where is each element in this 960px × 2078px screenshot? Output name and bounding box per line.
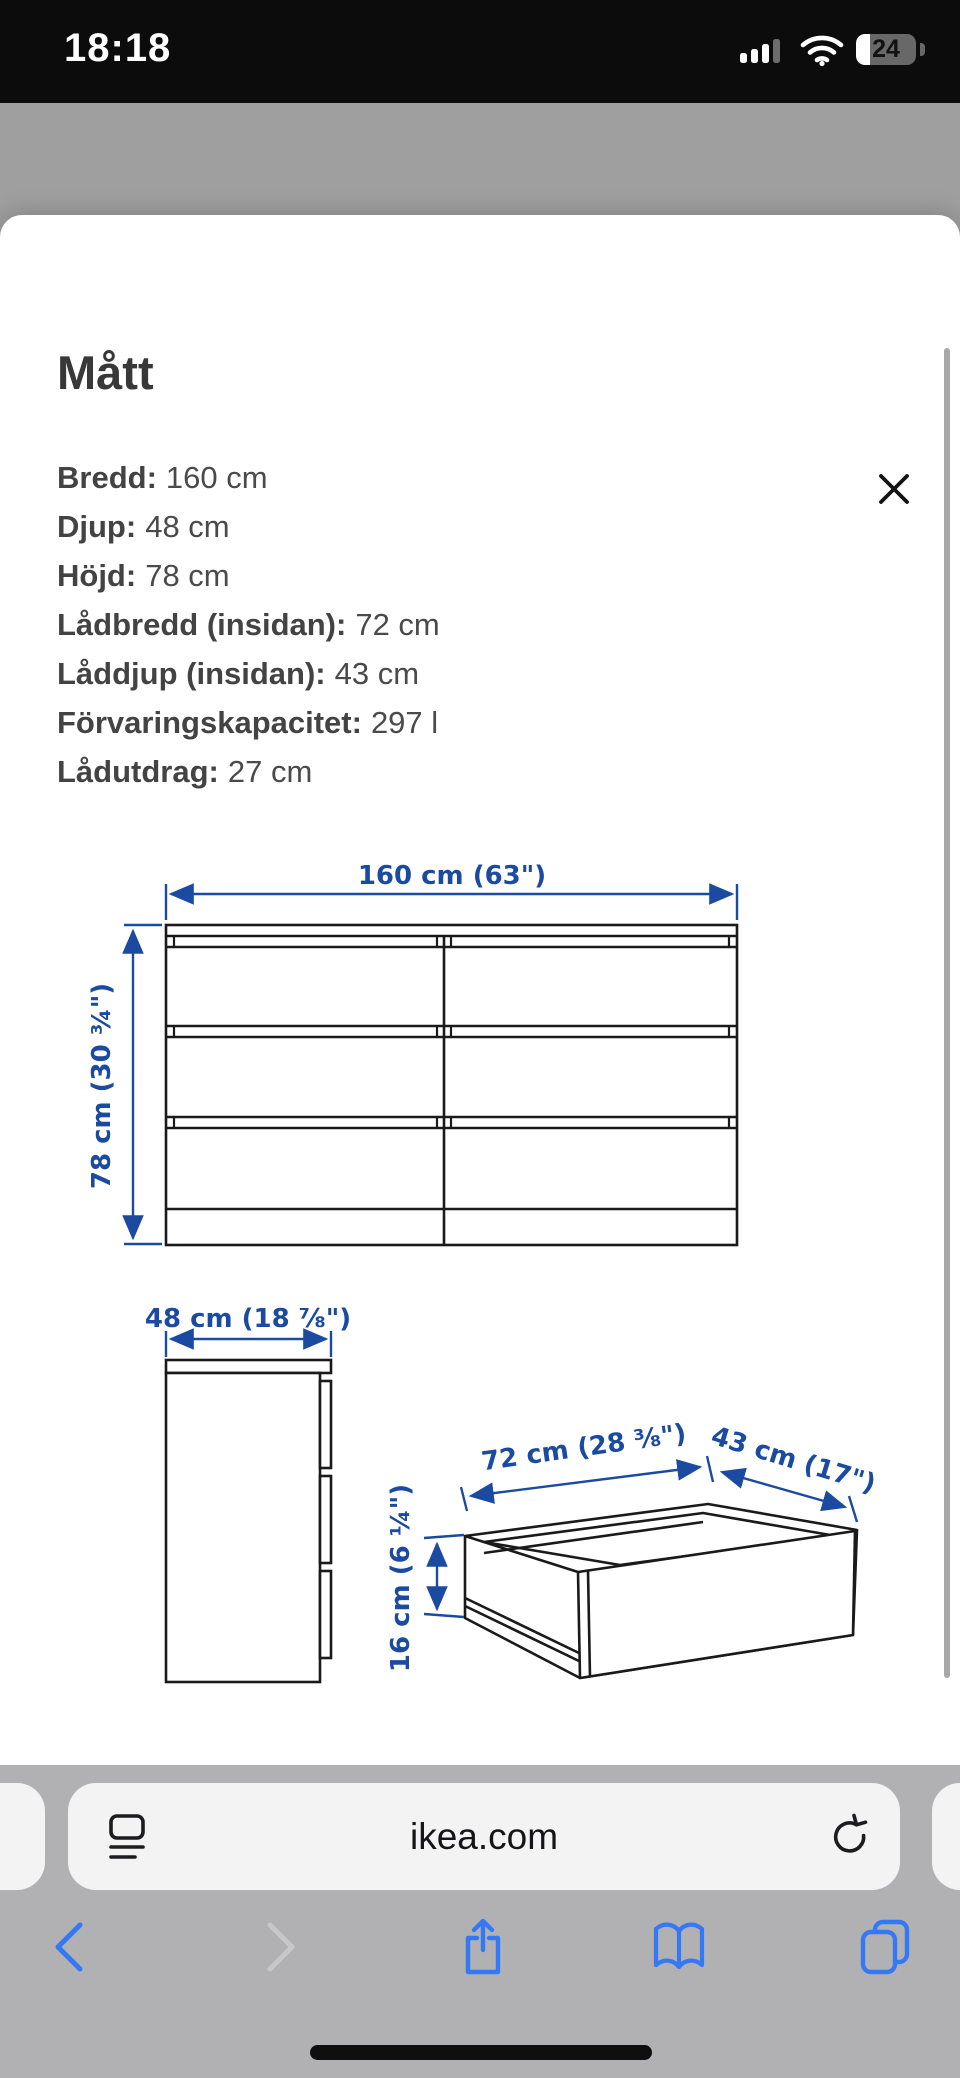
- battery-nub: [920, 43, 925, 56]
- close-icon: [868, 463, 920, 515]
- measurement-row: [57, 649, 440, 698]
- measurement-value: 297 l: [370, 705, 439, 740]
- measurement-list: [57, 453, 440, 796]
- measurement-row: [57, 551, 440, 600]
- measurements-sheet: [0, 215, 960, 1765]
- measurement-value: 72 cm: [355, 607, 440, 642]
- reload-icon[interactable]: [826, 1812, 874, 1860]
- side-depth-label: 48 cm (18 ⅞"): [144, 1304, 352, 1334]
- measurement-value: 27 cm: [227, 754, 313, 789]
- measurement-label: Höjd:: [57, 558, 137, 593]
- measurement-value: 160 cm: [165, 460, 268, 495]
- address-bar[interactable]: [68, 1783, 900, 1890]
- url-text[interactable]: ikea.com: [409, 1815, 559, 1857]
- side-view-drawing: [166, 1360, 331, 1682]
- front-height-label: 78 cm (30 ¾"): [87, 982, 117, 1190]
- forward-button[interactable]: [248, 1917, 308, 1977]
- cellular-signal-icon: [740, 34, 784, 66]
- close-button[interactable]: [868, 463, 920, 515]
- sheet-title: Mått: [57, 346, 154, 399]
- previous-tab-stub[interactable]: [0, 1783, 45, 1890]
- home-indicator[interactable]: [310, 2045, 652, 2060]
- front-width-label: 160 cm (63"): [357, 861, 547, 891]
- measurement-label: Bredd:: [57, 460, 157, 495]
- measurement-row: [57, 698, 440, 747]
- measurement-label: Djup:: [57, 509, 137, 544]
- back-button[interactable]: [42, 1917, 102, 1977]
- clock: 18:18: [64, 26, 172, 70]
- safari-bottom-bar: [0, 1765, 960, 2078]
- battery-icon: [856, 34, 916, 65]
- measurement-label: Förvaringskapacitet:: [57, 705, 362, 740]
- drawer-height-label: 16 cm (6 ¼"): [386, 1483, 416, 1673]
- front-view-drawing: [166, 925, 737, 1245]
- measurement-row: [57, 600, 440, 649]
- share-button[interactable]: [453, 1917, 513, 1977]
- measurement-label: Lådutdrag:: [57, 754, 219, 789]
- measurement-value: 48 cm: [145, 509, 230, 544]
- front-height-dimension: [124, 925, 162, 1244]
- measurement-label: Lådbredd (insidan):: [57, 607, 347, 642]
- drawer-depth-label: 43 cm (17"): [707, 1421, 880, 1500]
- measurement-row: [57, 747, 440, 796]
- measurement-label: Låddjup (insidan):: [57, 656, 326, 691]
- measurement-row: [57, 502, 440, 551]
- status-bar: [0, 0, 960, 103]
- measurement-row: [57, 453, 440, 502]
- drawer-3d-drawing: [465, 1504, 857, 1678]
- measurement-value: 43 cm: [334, 656, 420, 691]
- next-tab-stub[interactable]: [932, 1783, 960, 1890]
- battery-percent: 24: [872, 35, 900, 63]
- drawer-width-label: 72 cm (28 ⅜"): [479, 1418, 689, 1478]
- side-depth-dimension: [166, 1331, 331, 1357]
- scrollbar[interactable]: [944, 348, 950, 1678]
- bookmarks-button[interactable]: [649, 1917, 709, 1977]
- measurement-value: 78 cm: [145, 558, 230, 593]
- dimension-diagrams: [0, 860, 960, 1710]
- tabs-button[interactable]: [855, 1917, 915, 1977]
- drawer-height-dimension: [424, 1535, 464, 1617]
- wifi-icon: [798, 33, 846, 67]
